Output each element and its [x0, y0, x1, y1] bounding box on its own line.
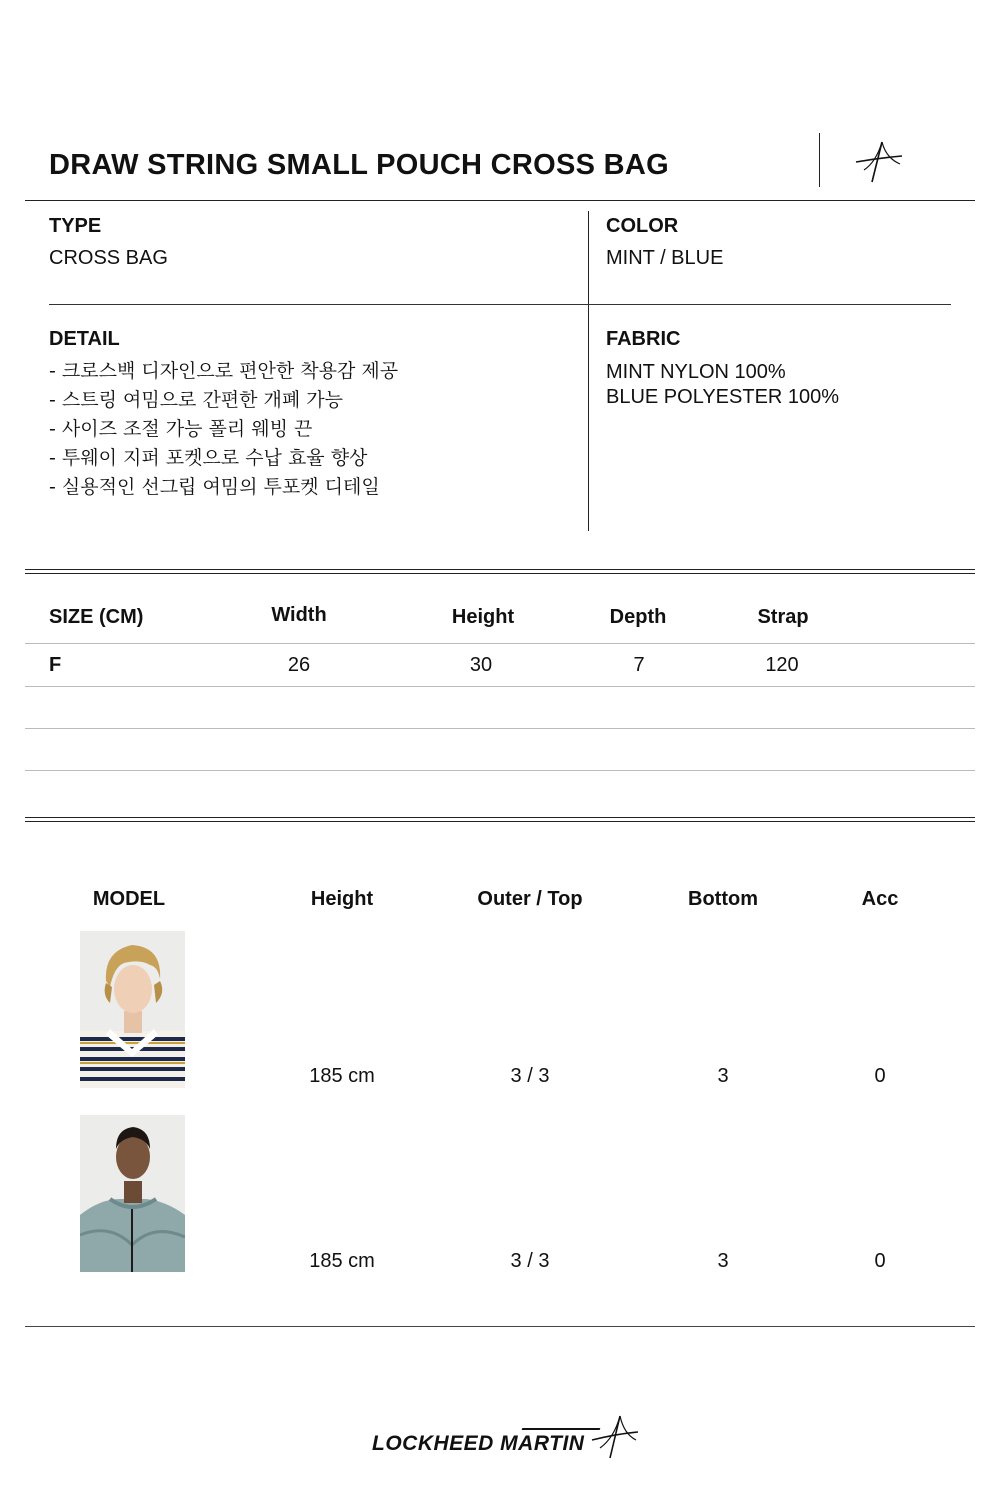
type-value: CROSS BAG	[49, 247, 168, 269]
size-header-width: Width	[271, 604, 327, 626]
model-height: 185 cm	[309, 1065, 375, 1087]
model-acc: 0	[874, 1065, 886, 1087]
size-row-divider	[25, 686, 975, 687]
detail-list	[49, 357, 398, 502]
info-column-divider	[588, 211, 589, 531]
size-table-top-rule-2	[25, 573, 975, 574]
star-swoosh-icon	[852, 140, 904, 184]
size-table-bottom-rule	[25, 817, 975, 818]
detail-item: - 크로스백 디자인으로 편안한 착용감 제공	[49, 360, 399, 382]
color-value: MINT / BLUE	[606, 247, 724, 269]
size-row-divider	[25, 770, 975, 771]
detail-item: - 스트링 여밈으로 간편한 개폐 가능	[49, 389, 344, 411]
size-cell-height: 30	[469, 654, 493, 676]
header-rule	[25, 200, 975, 201]
fabric-line: BLUE POLYESTER 100%	[606, 386, 840, 408]
brand-logo	[372, 1414, 642, 1464]
model-photo	[80, 931, 185, 1088]
model-table-bottom-rule	[25, 1326, 975, 1327]
size-row-divider	[25, 728, 975, 729]
fabric-label: FABRIC	[606, 328, 681, 350]
size-row-divider	[25, 643, 975, 644]
size-table-top-rule	[25, 569, 975, 570]
size-header-height: Height	[451, 606, 515, 628]
detail-item: - 사이즈 조절 가능 폴리 웨빙 끈	[49, 418, 313, 440]
model-outer-top: 3 / 3	[510, 1065, 550, 1087]
size-header-size: SIZE (CM)	[49, 606, 144, 628]
model-photo	[80, 1115, 185, 1272]
header-divider	[819, 133, 820, 187]
info-row-divider	[49, 304, 951, 305]
model-header-outer-top: Outer / Top	[477, 888, 583, 910]
size-cell-width: 26	[287, 654, 311, 676]
size-table-bottom-rule-2	[25, 821, 975, 822]
size-cell-depth: 7	[633, 654, 645, 676]
model-acc: 0	[874, 1250, 886, 1272]
detail-item: - 투웨이 지퍼 포켓으로 수납 효율 향상	[49, 447, 368, 469]
star-swoosh-icon	[590, 1414, 640, 1462]
detail-label: DETAIL	[49, 328, 120, 350]
size-header-depth: Depth	[609, 606, 667, 628]
model-bottom: 3	[717, 1065, 729, 1087]
detail-item: - 실용적인 선그립 여밈의 투포켓 디테일	[49, 476, 380, 498]
fabric-line: MINT NYLON 100%	[606, 361, 786, 383]
model-header-bottom: Bottom	[688, 888, 758, 910]
model-header-model: MODEL	[92, 888, 166, 910]
color-label: COLOR	[606, 215, 679, 237]
size-header-strap: Strap	[757, 606, 809, 628]
model-height: 185 cm	[309, 1250, 375, 1272]
brand-swoosh-line	[522, 1428, 601, 1430]
type-label: TYPE	[49, 215, 102, 237]
size-cell-f: F	[49, 654, 62, 676]
size-cell-strap: 120	[765, 654, 799, 676]
model-bottom: 3	[717, 1250, 729, 1272]
model-header-height: Height	[310, 888, 374, 910]
page-title: DRAW STRING SMALL POUCH CROSS BAG	[49, 149, 669, 181]
model-outer-top: 3 / 3	[510, 1250, 550, 1272]
brand-name: LOCKHEED MARTIN	[372, 1432, 585, 1455]
model-header-acc: Acc	[861, 888, 899, 910]
